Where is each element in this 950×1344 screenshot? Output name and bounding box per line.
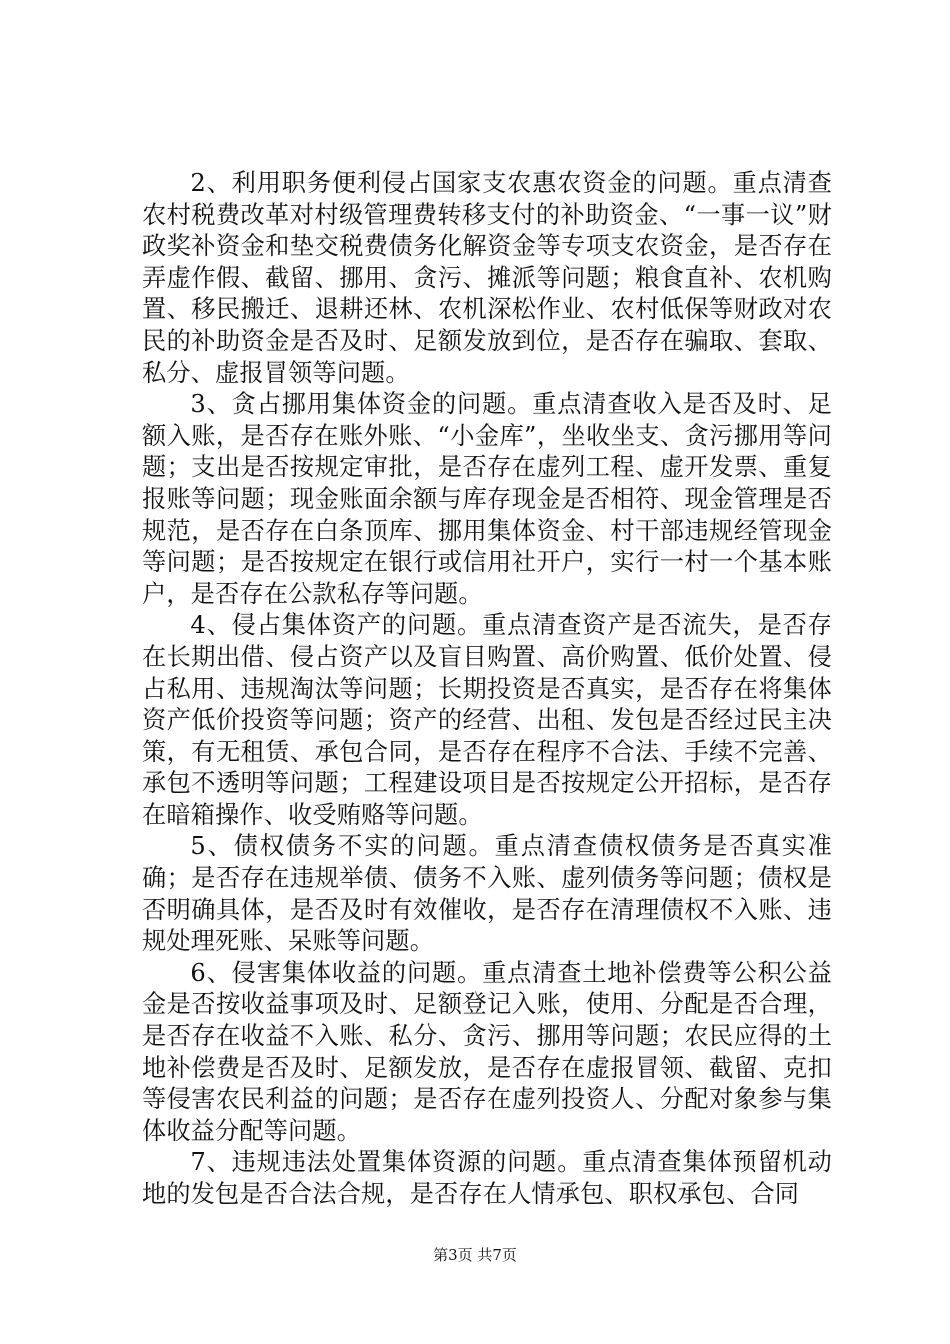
document-body bbox=[142, 168, 832, 1211]
page-number-footer: 第3页 共7页 bbox=[433, 1246, 517, 1264]
paragraph-item-5: 5、债权债务不实的问题。重点清查债权债务是否真实准确；是否存在违规举债、债务不入账、虚列债务等问题；债权是否明确具体，是否及时有效催收，是否存在清理债权不入账、违规处理死账、呆账等问题。 bbox=[142, 832, 832, 956]
paragraph-item-2: 2、利用职务便利侵占国家支农惠农资金的问题。重点清查农村税费改革对村级管理费转移支付的补助资金、“一事一议”财政奖补资金和垫交税费债务化解资金等专项支农资金，是否存在弄虚作假、截留、挪用、贪污、摊派等问题；粮食直补、农机购置、移民搬迁、退耕还林、农机深松作业、农村低保等财政对农民的补助资金是否及时、足额发放到位，是否存在骗取、套取、私分、虚报冒领等问题。 bbox=[142, 169, 832, 387]
paragraph-item-7: 7、违规违法处置集体资源的问题。重点清查集体预留机动地的发包是否合法合规，是否存在人情承包、职权承包、合同 bbox=[142, 1148, 832, 1208]
paragraph-item-4: 4、侵占集体资产的问题。重点清查资产是否流失，是否存在长期出借、侵占资产以及盲目购置、高价购置、低价处置、侵占私用、违规淘汰等问题；长期投资是否真实，是否存在将集体资产低价投资等问题；资产的经营、出租、发包是否经过民主决策，有无租赁、承包合同，是否存在程序不合法、手续不完善、承包不透明等问题；工程建设项目是否按规定公开招标，是否存在暗箱操作、收受贿赂等问题。 bbox=[142, 611, 832, 829]
paragraph-item-6: 6、侵害集体收益的问题。重点清查土地补偿费等公积公益金是否按收益事项及时、足额登记入账，使用、分配是否合理，是否存在收益不入账、私分、贪污、挪用等问题；农民应得的土地补偿费是否及时、足额发放，是否存在虚报冒领、截留、克扣等侵害农民利益的问题；是否存在虚列投资人、分配对象参与集体收益分配等问题。 bbox=[142, 958, 832, 1145]
paragraph-item-3: 3、贪占挪用集体资金的问题。重点清查收入是否及时、足额入账，是否存在账外账、“小金库”，坐收坐支、贪污挪用等问题；支出是否按规定审批，是否存在虚列工程、虚开发票、重复报账等问题；现金账面余额与库存现金是否相符、现金管理是否规范，是否存在白条顶库、挪用集体资金、村干部违规经管现金等问题；是否按规定在银行或信用社开户，实行一村一个基本账户，是否存在公款私存等问题。 bbox=[142, 390, 832, 608]
